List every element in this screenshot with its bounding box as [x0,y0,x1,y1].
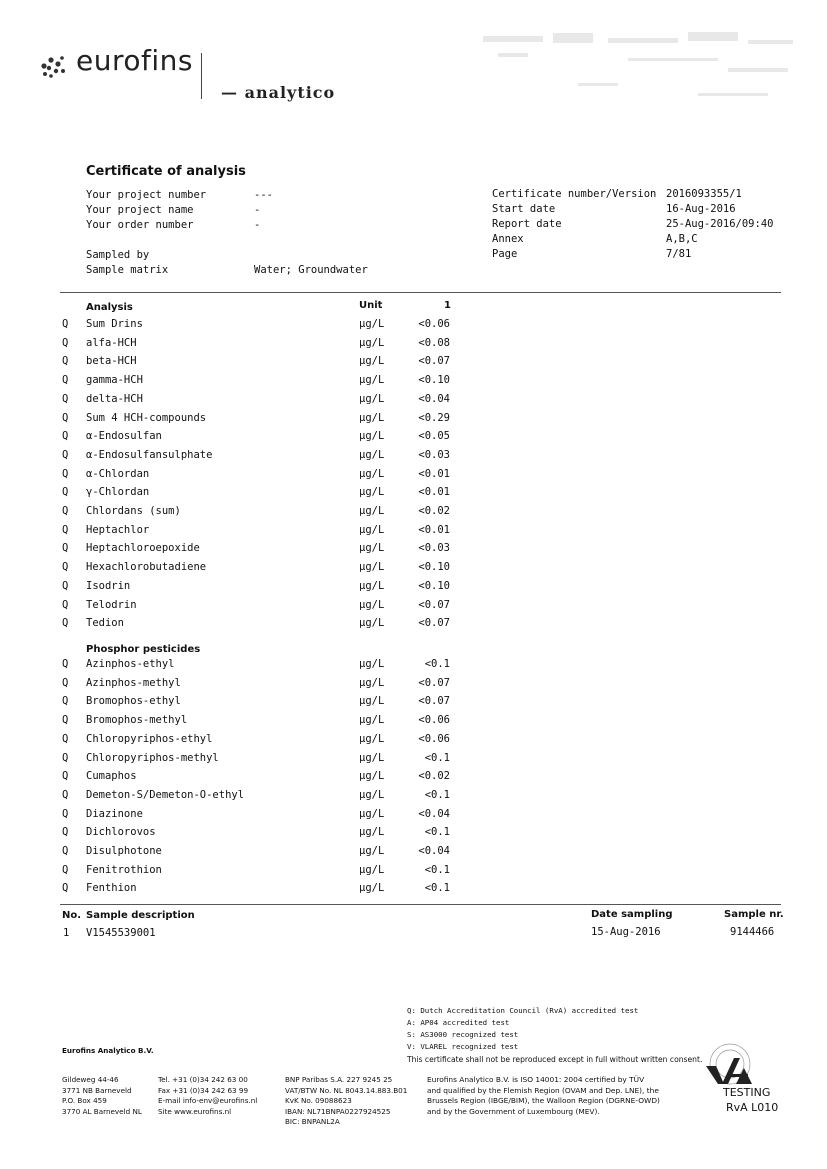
table-row [0,468,827,486]
analyte-name: α-Chlordan [86,467,150,480]
sample-matrix-value: Water; Groundwater [254,264,368,276]
legend-v: V: VLAREL recognized test [407,1042,519,1051]
qualifier-flag: Q [62,561,69,574]
sample-matrix-label: Sample matrix [86,264,169,276]
table-row [0,430,827,448]
analyte-name: Azinphos-ethyl [86,658,175,670]
project-name-value: - [254,204,261,216]
sample-number: 9144466 [730,926,775,938]
unit-cell: µg/L [359,355,385,368]
project-info-values [254,188,273,233]
unit-cell: µg/L [359,579,385,592]
table-row [0,561,827,579]
table-row [0,658,827,676]
annex-value: A,B,C [666,233,698,245]
result-value: <0.05 [418,430,450,443]
section-heading: Phosphor pesticides [86,644,201,655]
analyte-name: Heptachloroepoxide [86,542,200,555]
project-number-label: Your project number [86,189,207,201]
table-row [0,826,827,844]
result-value: <0.1 [424,826,450,839]
page-number-value: 7/81 [666,248,692,260]
certificate-number-label: Certificate number/Version [492,188,657,200]
reproduction-note: This certificate shall not be reproduced except in full without written consent. [407,1055,703,1064]
qualifier-flag: Q [62,695,69,708]
iban-line: IBAN: NL71BNPA0227924525 [285,1106,391,1116]
address-line: Gildeweg 44-46 [62,1075,119,1084]
project-name-label: Your project name [86,204,194,216]
table-row [0,505,827,523]
result-value: <0.02 [418,505,450,517]
qualifier-flag: Q [62,676,69,689]
qualifier-flag: Q [62,863,69,876]
unit-cell: µg/L [359,882,385,895]
table-row [0,752,827,770]
result-value: <0.07 [418,598,450,611]
table-row [0,412,827,430]
sample-date: 15-Aug-2016 [591,926,661,938]
qualifier-flag: Q [62,392,69,405]
analyte-name: delta-HCH [86,392,143,405]
result-value: <0.06 [418,318,450,330]
unit-cell: µg/L [359,561,385,574]
cert-line: and by the Government of Luxembourg (MEV). [427,1106,600,1116]
unit-cell: µg/L [359,617,385,630]
footer-contact [158,1075,257,1117]
qualifier-flag: Q [62,826,69,839]
qualifier-flag: Q [62,374,69,387]
unit-cell: µg/L [359,336,385,349]
footer-address [62,1075,142,1117]
qualifier-flag: Q [62,318,69,330]
qualifier-flag: Q [62,430,69,443]
unit-cell: µg/L [359,845,385,857]
analyte-name: α-Endosulfan [86,430,162,443]
start-date-value: 16-Aug-2016 [666,203,736,215]
qualifier-flag: Q [62,788,69,801]
cert-line: Eurofins Analytico B.V. is ISO 14001: 2004 certified by TÜV [427,1075,645,1084]
report-date-label: Report date [492,218,562,230]
result-value: <0.01 [418,486,450,499]
sampled-by-label: Sampled by [86,249,150,261]
sub-brand: — analytico [221,83,336,102]
analyte-name: Fenitrothion [86,863,162,876]
qualifier-flag: Q [62,732,69,745]
report-date-value: 25-Aug-2016/09:40 [666,218,774,230]
sample-description: V1545539001 [86,927,156,939]
analyte-name: Hexachlorobutadiene [86,561,207,574]
analyte-name: Demeton-S/Demeton-O-ethyl [86,788,245,801]
unit-cell: µg/L [359,486,385,499]
table-row [0,617,827,635]
qualifier-flag: Q [62,658,69,670]
cert-line: and qualified by the Flemish Region (OVAM and Dep. LNE), the [427,1085,659,1095]
table-row [0,486,827,504]
address-line: P.O. Box 459 [62,1096,107,1105]
result-value: <0.06 [418,714,450,727]
analyte-name: γ-Chlordan [86,486,150,499]
unit-cell: µg/L [359,826,385,839]
unit-cell: µg/L [359,523,385,536]
analyte-name: Telodrin [86,598,137,611]
email: E-mail info-env@eurofins.nl [158,1096,258,1105]
unit-cell: µg/L [359,542,385,555]
footer-bank [285,1075,407,1128]
analyte-name: Chlordans (sum) [86,505,181,517]
date-sampling-header: Date sampling [591,909,673,920]
analyte-name: Fenthion [86,882,137,895]
qualifier-flag: Q [62,336,69,349]
analyte-name: beta-HCH [86,355,137,368]
rva-testing-label: TESTING [723,1086,771,1099]
table-row [0,677,827,695]
unit-cell: µg/L [359,807,385,820]
result-value: <0.1 [424,882,450,895]
table-top-rule [60,292,781,293]
unit-cell: µg/L [359,448,385,461]
qualifier-flag: Q [62,751,69,764]
qualifier-flag: Q [62,579,69,592]
result-value: <0.04 [418,392,450,405]
unit-cell: µg/L [359,714,385,727]
analyte-name: Isodrin [86,579,131,592]
unit-cell: µg/L [359,318,385,330]
result-value: <0.07 [418,676,450,689]
qualifier-flag: Q [62,845,69,857]
document-title: Certificate of analysis [86,164,246,179]
order-number-value: - [254,219,261,231]
website: Site www.eurofins.nl [158,1106,232,1116]
analyte-name: Diazinone [86,807,143,820]
table-row [0,393,827,411]
vat-line: VAT/BTW No. NL 8043.14.883.B01 [285,1085,408,1095]
legend-q: Q: Dutch Accreditation Council (RvA) accredited test [407,1006,639,1015]
result-value: <0.10 [418,374,450,387]
footer-certification [427,1075,660,1117]
sample-no: 1 [63,927,70,939]
table-row [0,524,827,542]
qualifier-flag: Q [62,448,69,461]
certificate-info-labels [492,187,656,262]
rva-code-label: RvA L010 [726,1101,779,1114]
table-row [0,355,827,373]
table-row [0,599,827,617]
result-value: <0.07 [418,695,450,708]
unit-cell: µg/L [359,430,385,443]
analyte-name: Azinphos-methyl [86,676,181,689]
result-value: <0.1 [424,788,450,801]
result-value: <0.1 [424,863,450,876]
unit-cell: µg/L [359,411,385,424]
qualifier-flag: Q [62,542,69,555]
certificate-info-values [666,187,773,262]
analyte-name: Bromophos-ethyl [86,695,181,708]
bic-line: BIC: BNPANL2A [285,1117,340,1126]
address-line: 3770 AL Barneveld NL [62,1106,142,1116]
analyte-name: Sum 4 HCH-compounds [86,411,207,424]
start-date-label: Start date [492,203,556,215]
qualifier-flag: Q [62,807,69,820]
result-value: <0.1 [424,658,450,670]
unit-cell: µg/L [359,505,385,517]
analyte-name: Bromophos-methyl [86,714,188,727]
result-value: <0.10 [418,561,450,574]
result-value: <0.07 [418,355,450,368]
table-row [0,845,827,863]
qualifier-flag: Q [62,486,69,499]
analyte-name: Chloropyriphos-methyl [86,751,219,764]
table-row [0,864,827,882]
analyte-name: α-Endosulfansulphate [86,448,213,461]
unit-cell: µg/L [359,732,385,745]
bank-line: BNP Paribas S.A. 227 9245 25 [285,1075,393,1084]
qualifier-flag: Q [62,411,69,424]
unit-column-header: Unit [359,300,383,311]
unit-cell: µg/L [359,770,385,783]
unit-cell: µg/L [359,788,385,801]
analyte-name: Heptachlor [86,523,150,536]
fax: Fax +31 (0)34 242 63 99 [158,1085,249,1095]
certificate-number-value: 2016093355/1 [666,188,742,200]
result-value: <0.04 [418,845,450,857]
unit-cell: µg/L [359,751,385,764]
sample-description-header: Sample description [86,910,195,921]
table-row [0,318,827,336]
table-row [0,449,827,467]
result-value: <0.07 [418,617,450,630]
result-value: <0.29 [418,411,450,424]
qualifier-flag: Q [62,505,69,517]
result-value: <0.06 [418,732,450,745]
analyte-name: Dichlorovos [86,826,156,839]
qualifier-flag: Q [62,467,69,480]
table-row [0,542,827,560]
analyte-name: Cumaphos [86,770,137,783]
eurofins-logo-icon [36,48,70,82]
result-value: <0.04 [418,807,450,820]
qualifier-flag: Q [62,714,69,727]
order-number-label: Your order number [86,219,194,231]
analyte-name: Tedion [86,617,124,630]
table-row [0,337,827,355]
unit-cell: µg/L [359,676,385,689]
sample-nr-header: Sample nr. [724,909,784,920]
table-row [0,770,827,788]
analyte-name: Sum Drins [86,318,143,330]
qualifier-flag: Q [62,355,69,368]
footer-company: Eurofins Analytico B.V. [62,1046,154,1055]
result-value: <0.08 [418,336,450,349]
unit-cell: µg/L [359,467,385,480]
samples-top-rule [60,904,781,905]
unit-cell: µg/L [359,658,385,670]
logo-divider [201,53,202,99]
unit-cell: µg/L [359,863,385,876]
qualifier-flag: Q [62,882,69,895]
result-value: <0.02 [418,770,450,783]
qualifier-flag: Q [62,523,69,536]
analyte-name: Chloropyriphos-ethyl [86,732,213,745]
analyte-name: alfa-HCH [86,336,137,349]
unit-cell: µg/L [359,598,385,611]
result-value: <0.1 [424,751,450,764]
project-number-value: --- [254,189,273,201]
sample-column-header: 1 [444,300,451,311]
accreditation-legend [407,1005,638,1053]
result-value: <0.01 [418,523,450,536]
result-value: <0.10 [418,579,450,592]
project-info-labels [86,188,206,233]
qualifier-flag: Q [62,770,69,783]
analysis-column-header: Analysis [86,302,133,313]
phone: Tel. +31 (0)34 242 63 00 [158,1075,248,1084]
cert-line: Brussels Region (IBGE/BIM), the Walloon Region (DGRNE-OWD) [427,1096,660,1105]
table-row [0,789,827,807]
table-row [0,695,827,713]
table-row [0,714,827,732]
table-row [0,733,827,751]
legend-a: A: AP04 accredited test [407,1018,510,1027]
page-label: Page [492,248,518,260]
unit-cell: µg/L [359,695,385,708]
rva-logo-icon [700,1040,760,1088]
table-row [0,374,827,392]
result-value: <0.03 [418,542,450,555]
table-row [0,808,827,826]
qualifier-flag: Q [62,617,69,630]
brand-name: eurofins [76,44,193,77]
scan-noise-graphic [478,28,798,108]
result-value: <0.03 [418,448,450,461]
unit-cell: µg/L [359,374,385,387]
kvk-line: KvK No. 09088623 [285,1096,352,1105]
no-column-header: No. [62,910,82,921]
address-line: 3771 NB Barneveld [62,1085,132,1095]
result-value: <0.01 [418,467,450,480]
analyte-name: Disulphotone [86,845,162,857]
analyte-name: gamma-HCH [86,374,143,387]
table-row [0,882,827,900]
sample-info-labels [86,248,168,278]
unit-cell: µg/L [359,392,385,405]
annex-label: Annex [492,233,524,245]
qualifier-flag: Q [62,598,69,611]
legend-s: S: AS3000 recognized test [407,1030,519,1039]
table-row [0,580,827,598]
